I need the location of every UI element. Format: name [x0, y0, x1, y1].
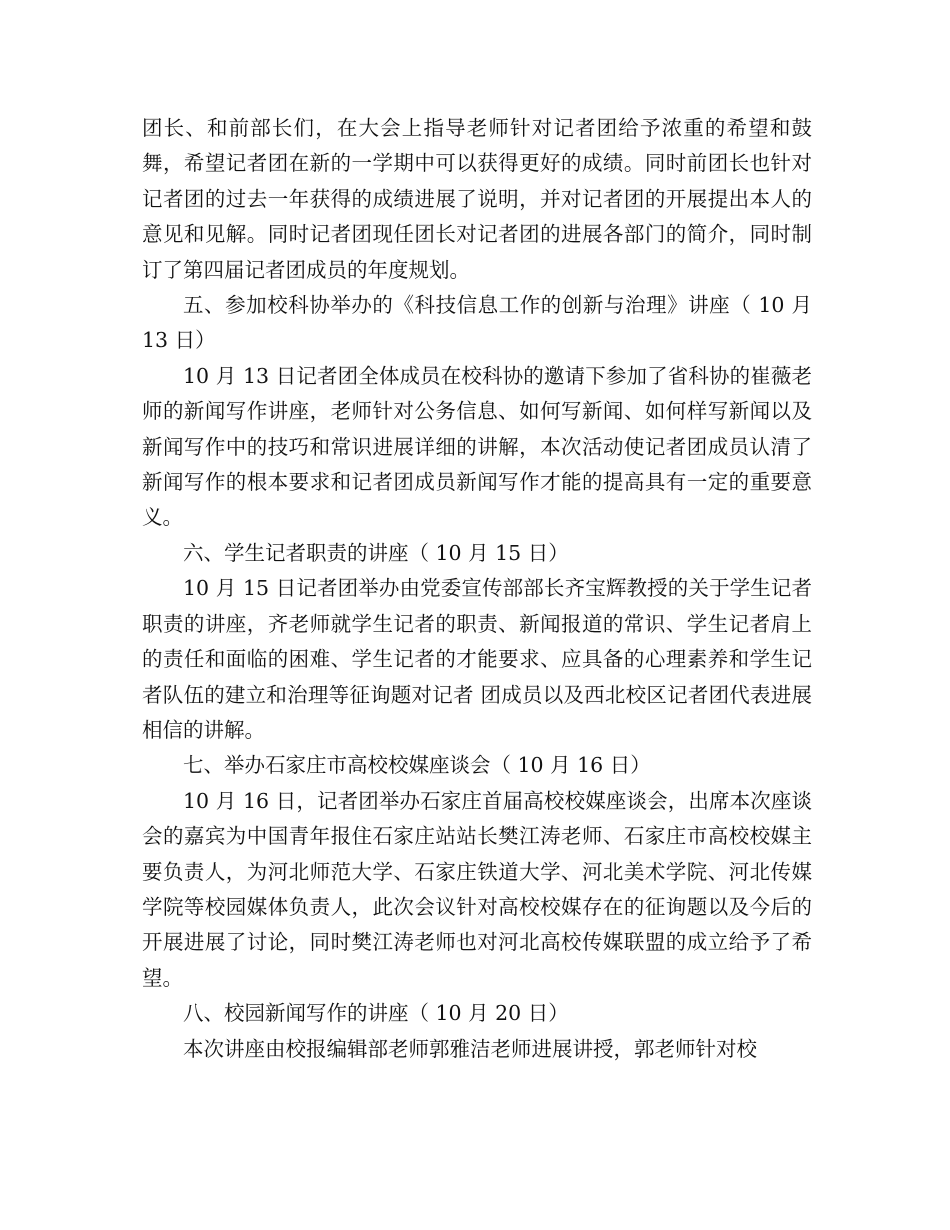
- section-heading-6: 六、学生记者职责的讲座（ 10 月 15 日）: [183, 540, 569, 565]
- section-heading-8: 八、校园新闻写作的讲座（ 10 月 20 日）: [183, 1001, 569, 1026]
- paragraph-section-7: 10 月 16 日，记者团举办石家庄首届高校校媒座谈会，出席本次座谈会的嘉宾为中国青年报住石家庄站站长樊江涛老师、石家庄市高校校媒主要负责人，为河北师范大学、石家庄铁道大学、河北美术学院、河北传媒学院等校园媒体负责人，此次会议针对高校校媒存在的征询题以及今后的开展进展了讨论，同时樊江涛老师也对河北高校传媒联盟的成立给予了希望。: [142, 788, 812, 990]
- paragraph-section-8: 本次讲座由校报编辑部老师郭雅洁老师进展讲授，郭老师针对校: [183, 1036, 757, 1061]
- paragraph-section-5: 10 月 13 日记者团全体成员在校科协的邀请下参加了省科协的崔薇老师的新闻写作讲座，老师针对公务信息、如何写新闻、如何样写新闻以及新闻写作中的技巧和常识进展详细的讲解，本次活动使记者团成员认清了新闻写作的根本要求和记者团成员新闻写作才能的提高具有一定的重要意义。: [142, 363, 812, 530]
- document-page: [142, 111, 812, 1067]
- section-heading-5: 五、参加校科协举办的《科技信息工作的创新与治理》讲座（ 10 月 13 日）: [142, 293, 812, 353]
- section-heading-7: 七、举办石家庄市高校校媒座谈会（ 10 月 16 日）: [183, 753, 651, 778]
- paragraph-section-6: 10 月 15 日记者团举办由党委宣传部部长齐宝辉教授的关于学生记者职责的讲座，齐老师就学生记者的职责、新闻报道的常识、学生记者肩上的责任和面临的困难、学生记者的才能要求、应具备的心理素养和学生记者队伍的建立和治理等征询题对记者 团成员以及西北校区记者团代表进展相信的讲解。: [142, 576, 812, 742]
- paragraph-continued: 团长、和前部长们，在大会上指导老师针对记者团给予浓重的希望和鼓舞，希望记者团在新的一学期中可以获得更好的成绩。同时前团长也针对记者团的过去一年获得的成绩进展了说明，并对记者团的开展提出本人的意见和见解。同时记者团现任团长对记者团的进展各部门的简介，同时制订了第四届记者团成员的年度规划。: [142, 116, 812, 282]
